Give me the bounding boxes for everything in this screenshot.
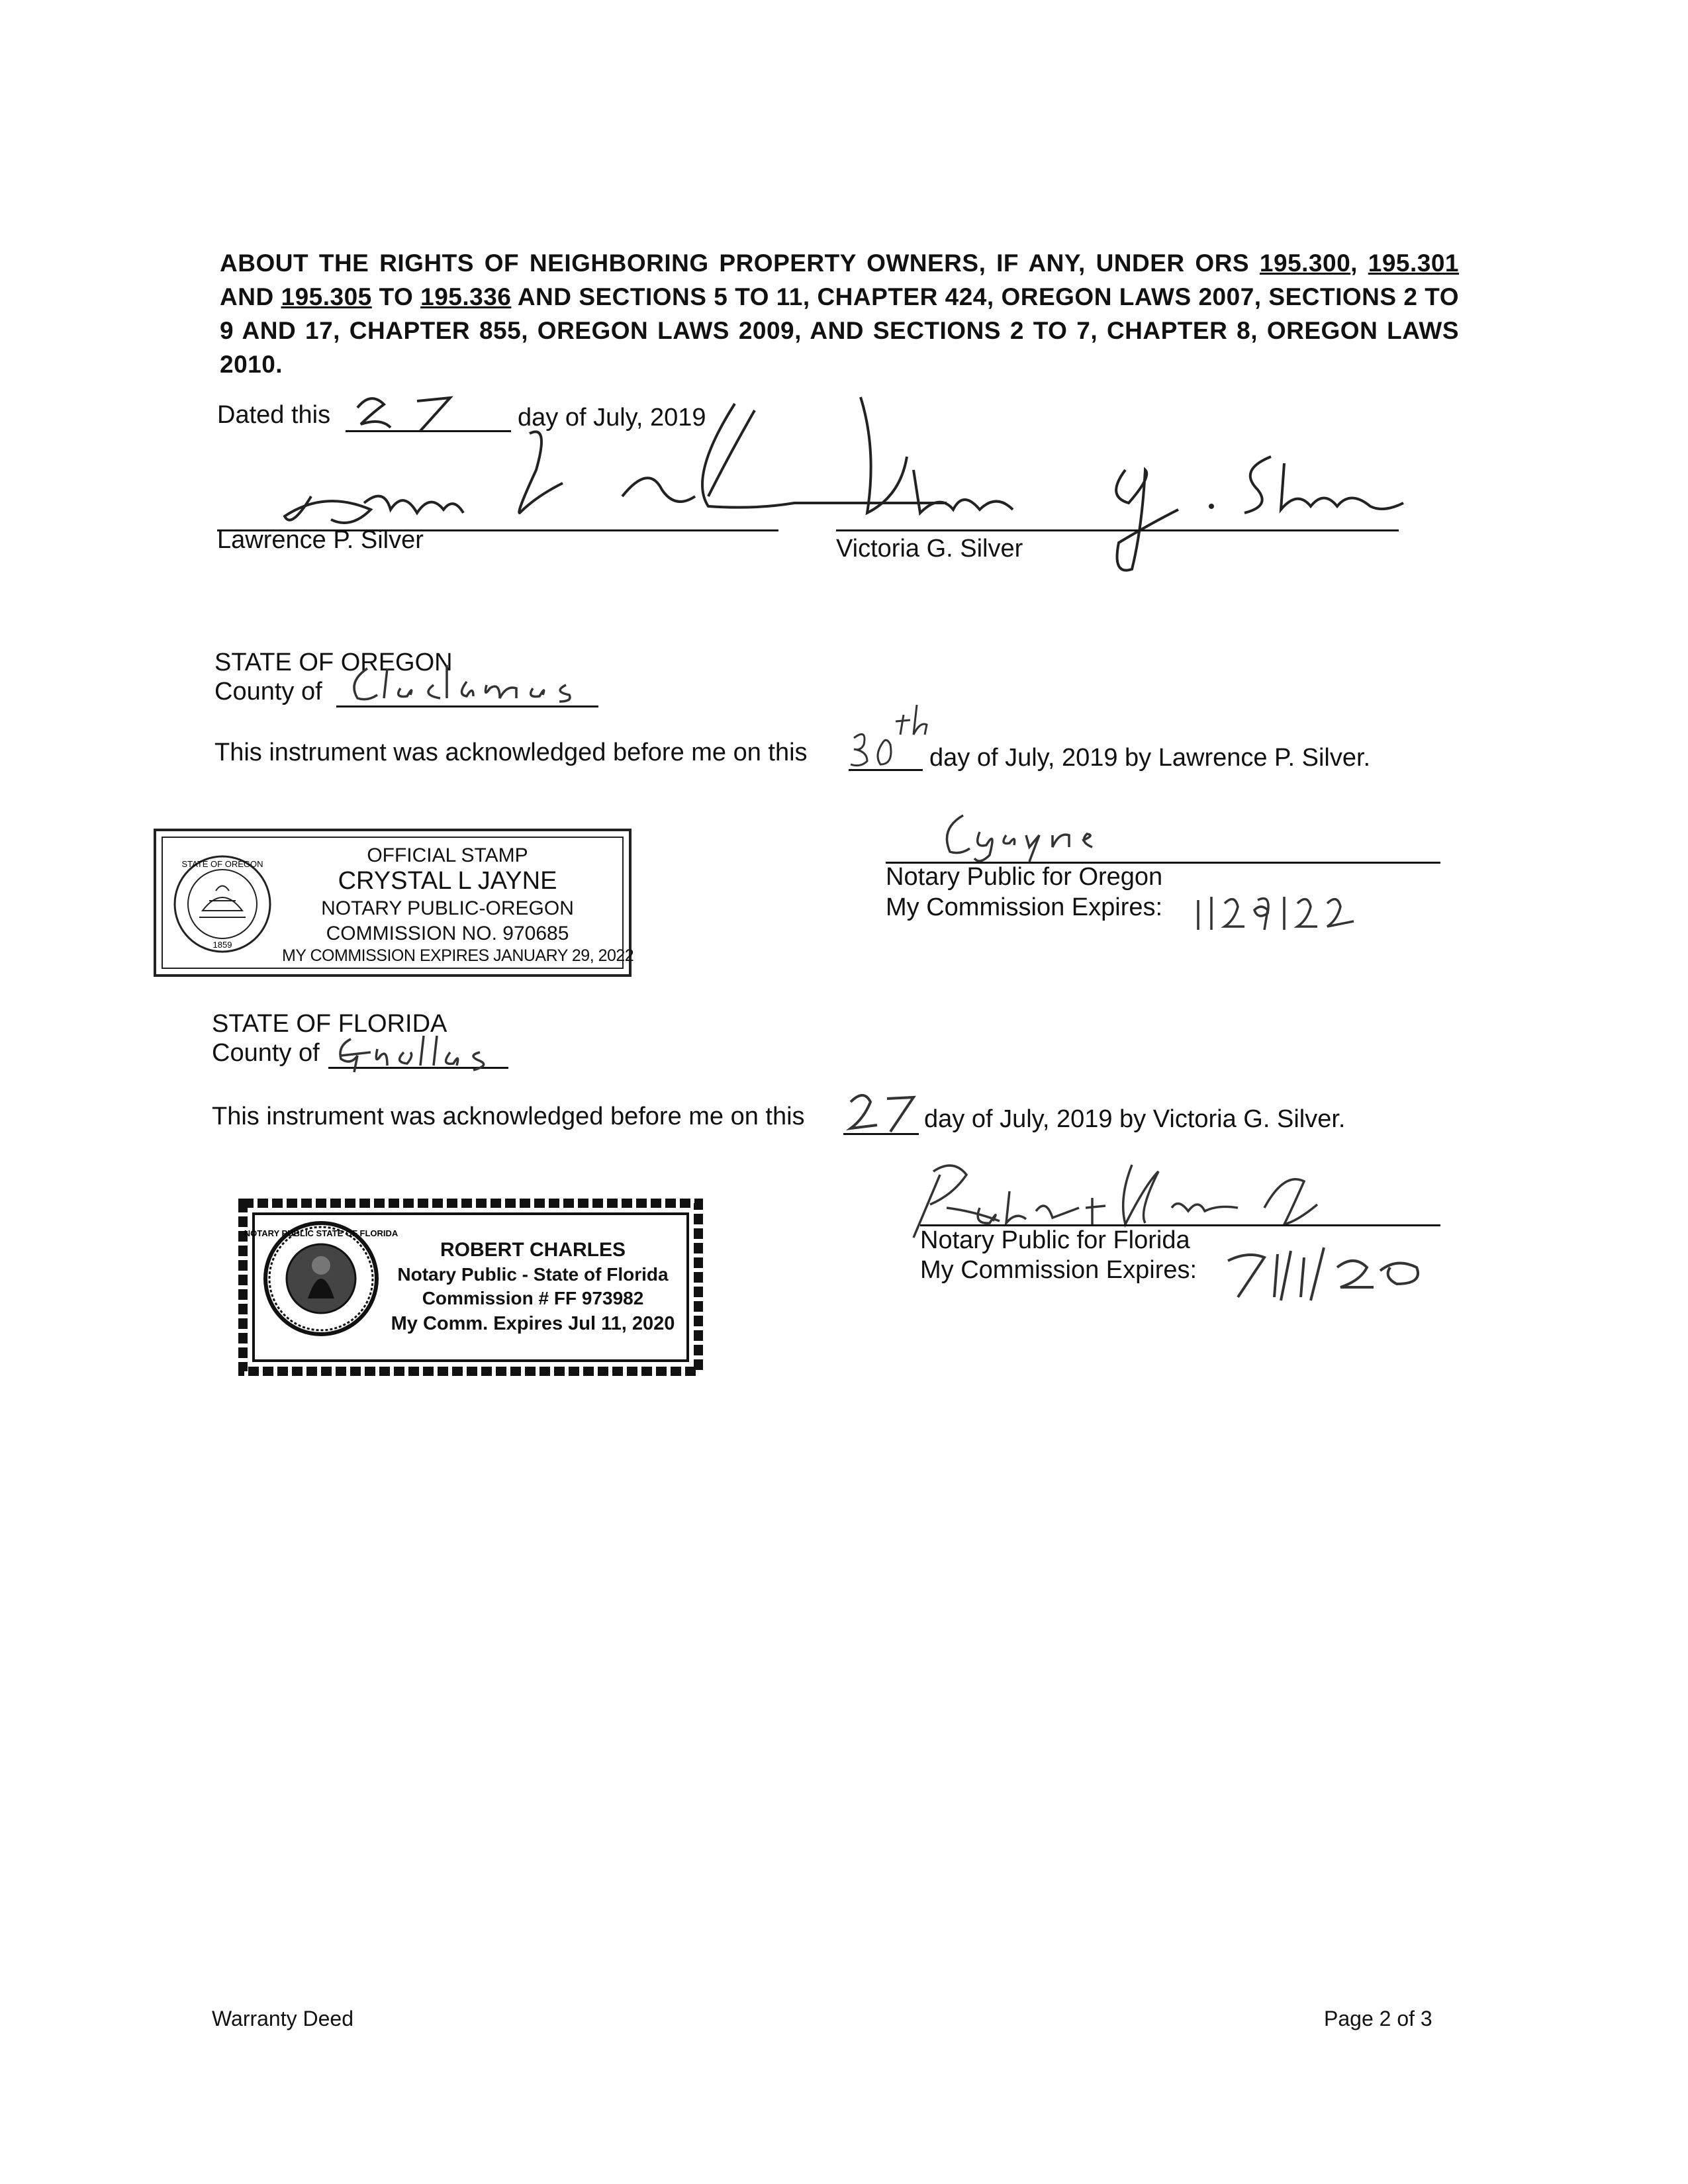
footer-page-number: Page 2 of 3 [1324, 2007, 1432, 2030]
oregon-seal-text: STATE OF OREGON [181, 859, 263, 869]
dated-prefix: Dated this [217, 401, 331, 429]
oregon-notary-signature [933, 802, 1152, 862]
oregon-expires-label: My Commission Expires: [886, 893, 1163, 921]
florida-county-handwriting [331, 1029, 530, 1079]
victoria-name: Victoria G. Silver [836, 535, 1023, 563]
florida-ack-suffix: day of July, 2019 by Victoria G. Silver. [924, 1105, 1346, 1133]
ors-link-195-301: 195.301 [1368, 250, 1460, 277]
oregon-notary-title: Notary Public for Oregon [886, 863, 1163, 891]
oregon-county-label: County of [214, 678, 322, 705]
victoria-signature-line [836, 529, 1399, 531]
lawrence-name: Lawrence P. Silver [217, 526, 424, 554]
oregon-state-heading: STATE OF OREGON [214, 649, 453, 676]
florida-stamp-line2: Notary Public - State of Florida [397, 1264, 669, 1285]
ors-link-195-336: 195.336 [420, 283, 512, 310]
oregon-stamp-notary-name: CRYSTAL L JAYNE [338, 867, 557, 895]
dated-suffix: day of July, 2019 [518, 404, 706, 432]
florida-seal-text: NOTARY PUBLIC STATE OF FLORIDA [244, 1228, 399, 1238]
oregon-stamp-expires: MY COMMISSION EXPIRES JANUARY 29, 2022 [282, 946, 634, 965]
florida-notary-seal-icon [244, 1219, 399, 1338]
florida-ack-prefix: This instrument was acknowledged before me on this [212, 1103, 805, 1130]
ors-link-195-300: 195.300 [1259, 250, 1351, 277]
florida-expires-handwriting [1218, 1238, 1443, 1310]
florida-ack-day-handwriting [841, 1085, 933, 1138]
oregon-seal-year: 1859 [212, 940, 232, 950]
oregon-stamp-line1: OFFICIAL STAMP [367, 844, 528, 866]
florida-state-heading: STATE OF FLORIDA [212, 1010, 447, 1038]
florida-notary-stamp [235, 1191, 706, 1383]
oregon-ack-suffix: day of July, 2019 by Lawrence P. Silver. [929, 744, 1371, 772]
legal-clause: ABOUT THE RIGHTS OF NEIGHBORING PROPERTY OWNERS, IF ANY, UNDER ORS 195.300, 195.301 AND 195.305 TO 195.336 AND SECTIONS 5 TO 11, CHAPTER 424, OREGON LAWS 2007, SECTIONS 2 TO 9 AND 17, CHAPTER 855, OREGON LAWS 2009, AND SECTIONS 2 TO 7, CHAPTER 8, OREGON LAWS 2010. [220, 250, 1460, 378]
florida-county-label: County of [212, 1039, 320, 1067]
oregon-ack-prefix: This instrument was acknowledged before me on this [214, 739, 808, 766]
oregon-county-handwriting [341, 655, 606, 708]
oregon-expires-handwriting [1185, 880, 1364, 933]
florida-notary-title: Notary Public for Florida [920, 1226, 1190, 1254]
oregon-stamp-line3: NOTARY PUBLIC-OREGON [321, 897, 574, 919]
florida-stamp-expires: My Comm. Expires Jul 11, 2020 [391, 1313, 675, 1334]
ors-link-195-305: 195.305 [281, 283, 372, 310]
oregon-stamp-commission-no: COMMISSION NO. 970685 [326, 923, 569, 944]
florida-stamp-commission-no: Commission # FF 973982 [422, 1288, 644, 1308]
florida-expires-label: My Commission Expires: [920, 1256, 1197, 1284]
footer-document-title: Warranty Deed [212, 2007, 353, 2030]
florida-stamp-notary-name: ROBERT CHARLES [440, 1239, 626, 1261]
oregon-notary-stamp [154, 829, 632, 977]
oregon-state-seal-icon [169, 851, 275, 957]
